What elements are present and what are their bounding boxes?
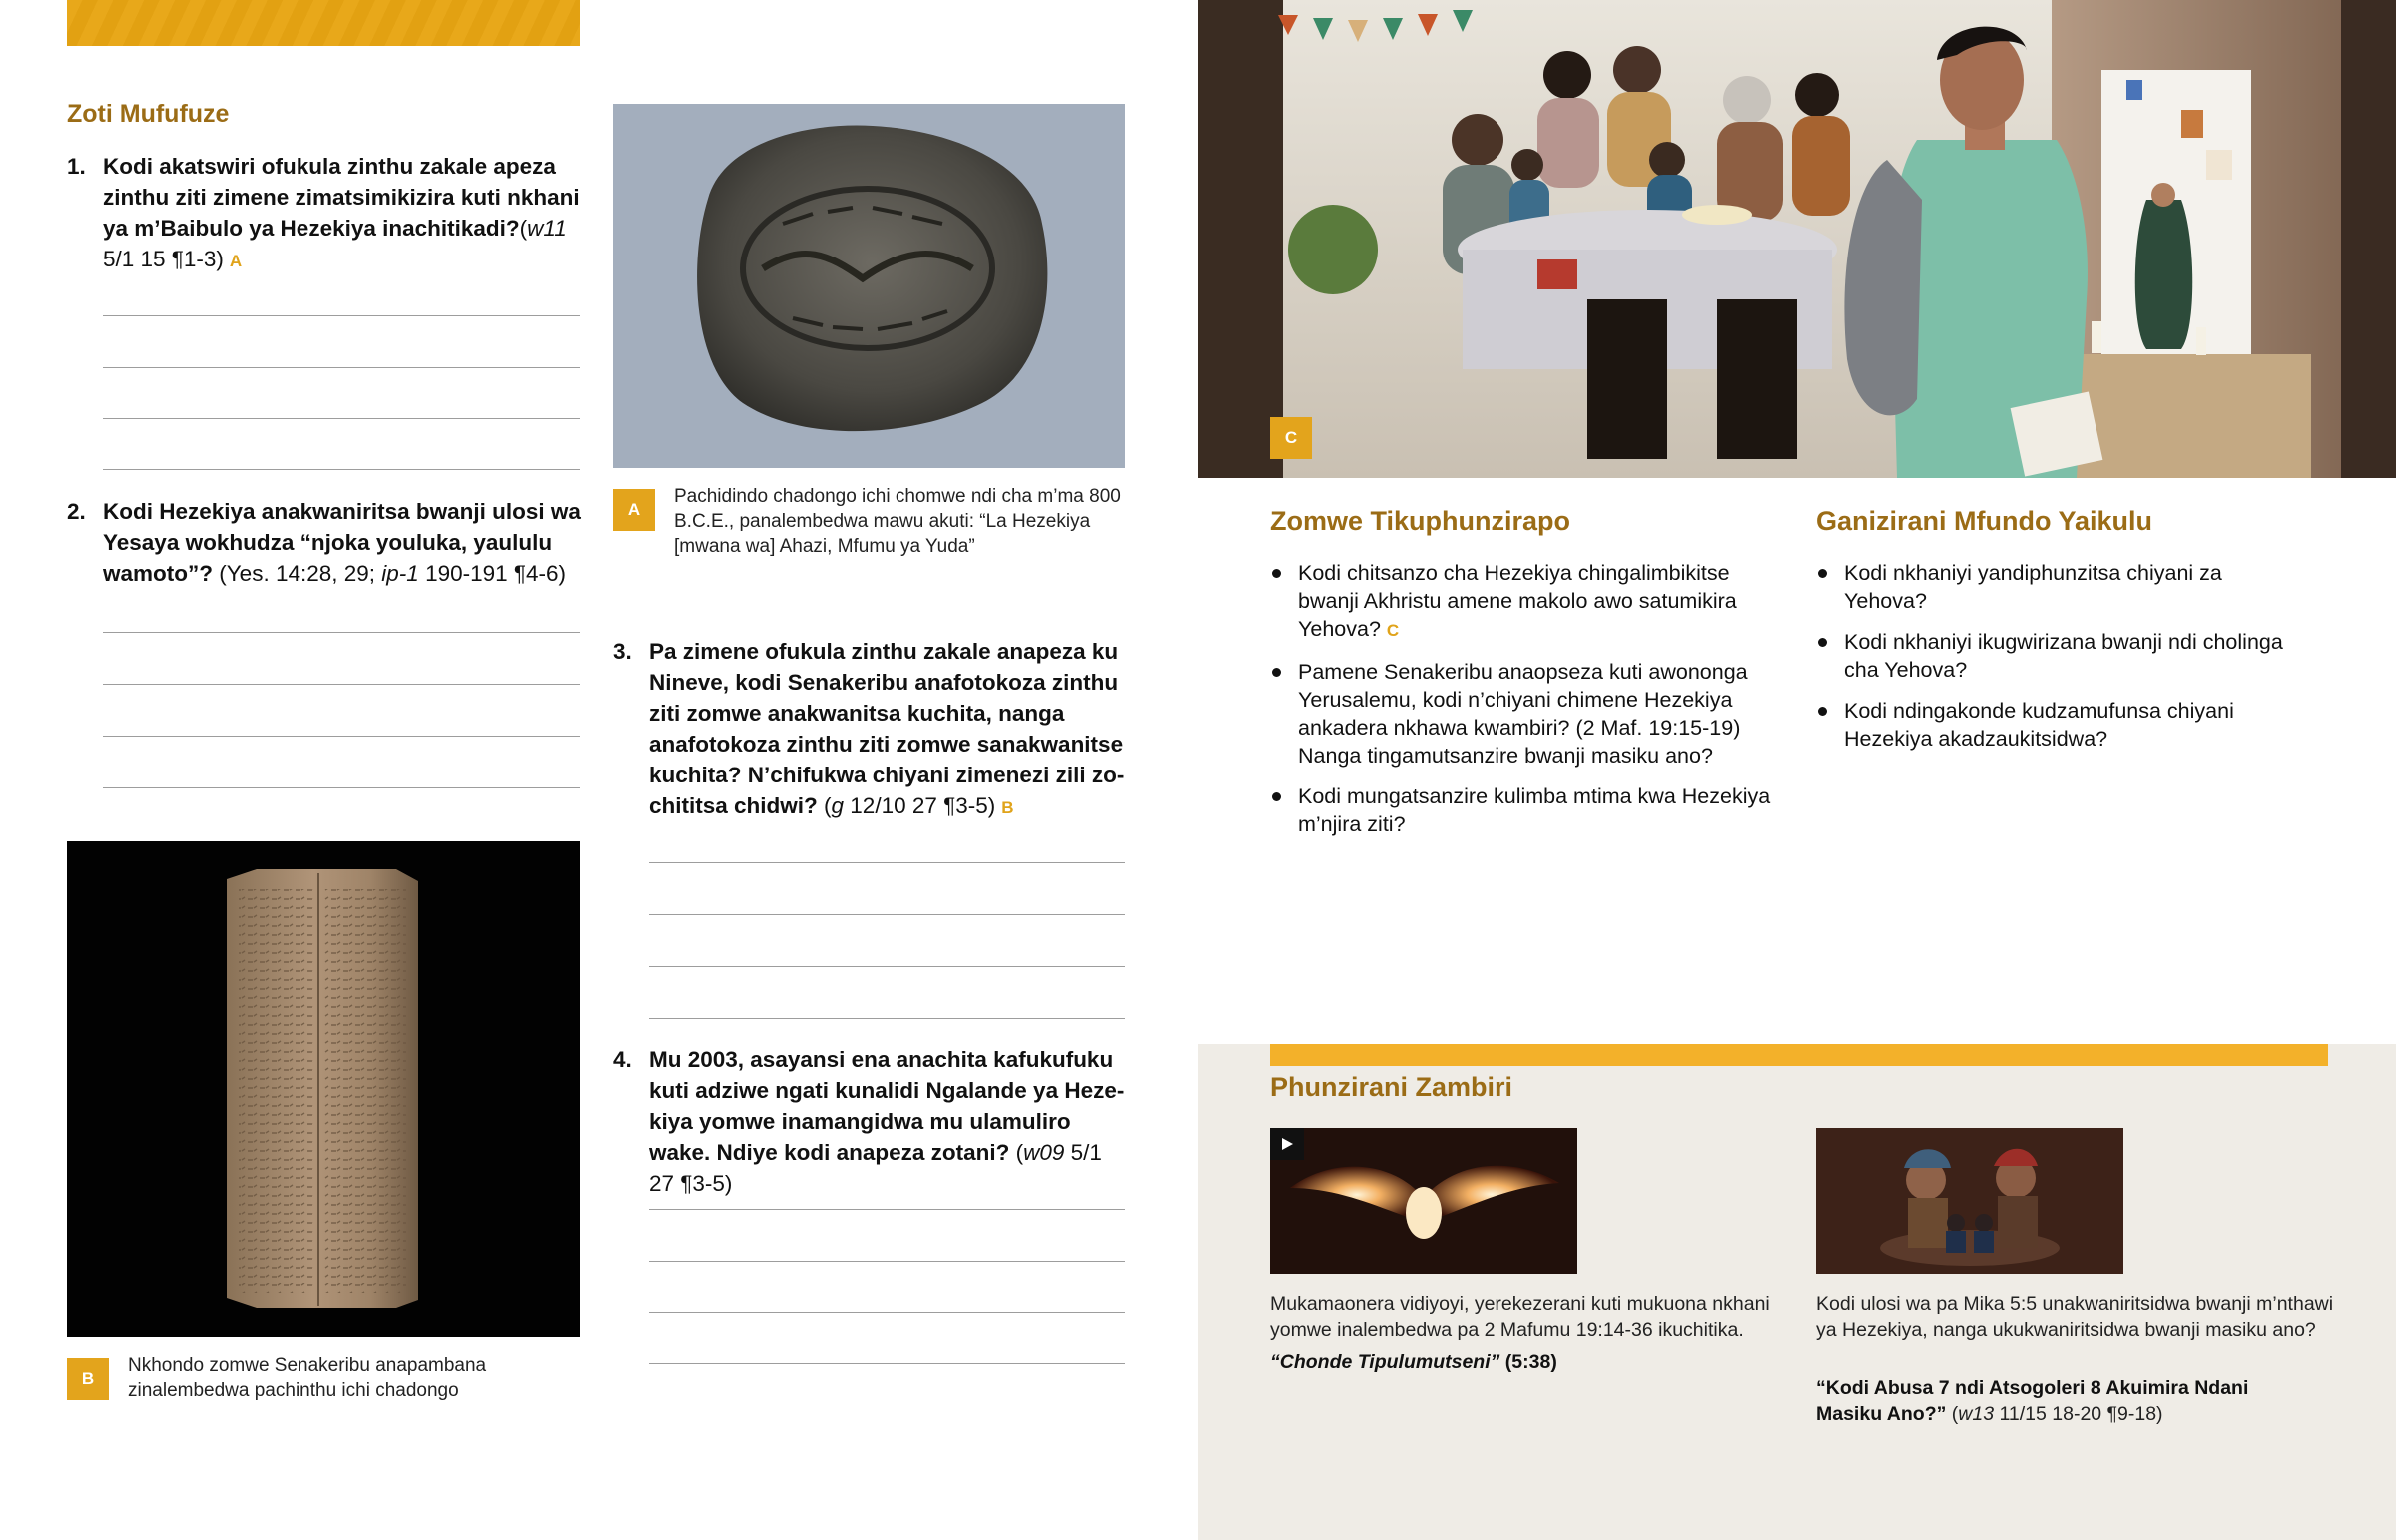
clay-prism-photo xyxy=(67,841,580,1337)
video-title[interactable]: “Chonde Tipulumutseni” xyxy=(1270,1351,1500,1373)
question-3 xyxy=(613,636,1132,825)
answer-line xyxy=(649,1209,1125,1210)
question-1 xyxy=(67,151,586,280)
answer-line xyxy=(103,787,580,788)
learn-more-accent-bar xyxy=(1270,1044,2328,1066)
section-title-phunzirani-zambiri: Phunzirani Zambiri xyxy=(1270,1072,1513,1102)
answer-line xyxy=(103,684,580,685)
list-item: Kodi nkhaniyi yandiphunzitsa chiyani za Yehova? xyxy=(1816,559,2285,615)
answer-line xyxy=(103,632,580,633)
question-text: Kodi Hezekiya anakwaniritsa bwanji ulosi wa Yesaya wokhudza “njoka youluka, yaululu wamoto”? xyxy=(103,499,581,586)
reflection-list xyxy=(1816,559,2285,766)
question-number: 4. xyxy=(613,1047,632,1072)
answer-line xyxy=(103,367,580,368)
figure-tag-b: B xyxy=(67,1358,109,1400)
question-text: Pa zimene ofukula zinthu zakale anapeza ku Nineve, kodi Senakeribu anafotokoza zinthu ziti zomwe anakwanitsa kuchita, nanga anafotokoza zinthu ziti zomwe sanakwanitse kuchita? N’chifukwa chiyani zimenezi zili zochititsa chidwi? xyxy=(649,639,1125,818)
video-thumbnail-angel[interactable] xyxy=(1270,1128,1577,1274)
figure-ref-letter: C xyxy=(1386,621,1400,640)
question-reference: (w11 5/1 15 ¶1-3) xyxy=(103,216,567,271)
play-icon xyxy=(1280,1137,1294,1151)
article-thumbnail-shepherds[interactable] xyxy=(1816,1128,2123,1274)
clay-seal-photo xyxy=(613,104,1125,468)
video-2-title-line: “Kodi Abusa 7 ndi Atsogoleri 8 Akuimira Ndani Masiku Ano?” (w13 11/15 18-20 ¶9-18) xyxy=(1816,1377,2249,1425)
question-reference: (w09 5/1 27 ¶3-5) xyxy=(649,1140,1102,1196)
list-item: Kodi mungatsanzire kulimba mtima kwa Hezekiya m’njira ziti? xyxy=(1270,782,1774,838)
answer-line xyxy=(649,1018,1125,1019)
answer-line xyxy=(649,1312,1125,1313)
question-reference: (Yes. 14:28, 29; ip-1 190-191 ¶4-6) xyxy=(213,561,567,586)
question-text: Mu 2003, asayansi ena anachita kafukufuku kuti adziwe ngati kunalidi Ngalande ya Hezekiya yomwe inamangidwa mu ulamuliro wake. Ndiye kodi anapeza zotani? xyxy=(649,1047,1125,1165)
question-text: Kodi akatswiri ofukula zinthu zakale apeza zinthu ziti zimene zimatsimikizira kuti nkhani ya m’Baibulo ya Hezekiya inachitikadi? xyxy=(103,154,580,241)
answer-line xyxy=(103,736,580,737)
video-1-caption: Mukamaonera vidiyoyi, yerekezerani kuti mukuona nkhani yomwe inalembedwa pa 2 Mafumu 19:14-36 ikuchitika. xyxy=(1270,1293,1770,1341)
caption-b: Nkhondo zomwe Senakeribu anapambana zinalembedwa pachinthu ichi chadongo xyxy=(128,1355,487,1401)
section-title-zoti-mufufuze: Zoti Mufufuze xyxy=(67,100,230,128)
question-4 xyxy=(613,1044,1132,1196)
question-number: 3. xyxy=(613,639,632,664)
question-2 xyxy=(67,496,586,596)
list-item: Kodi chitsanzo cha Hezekiya chingalimbikitse bwanji Akhristu amene makolo awo satumikira Yehova? C xyxy=(1270,559,1774,645)
answer-line xyxy=(649,1261,1125,1262)
decorative-top-band xyxy=(67,0,580,46)
question-number: 2. xyxy=(67,499,86,524)
video-duration: (5:38) xyxy=(1499,1351,1557,1373)
answer-line xyxy=(103,469,580,470)
question-number: 1. xyxy=(67,154,86,179)
figure-ref-letter: B xyxy=(1001,798,1014,817)
answer-line xyxy=(649,1363,1125,1364)
answer-line xyxy=(649,914,1125,915)
play-button[interactable] xyxy=(1270,1128,1304,1160)
answer-line xyxy=(649,862,1125,863)
section-title-ganizirani-mfundo-yaikulu: Ganizirani Mfundo Yaikulu xyxy=(1816,506,2153,536)
list-item: Pamene Senakeribu anaopseza kuti awononga Yerusalemu, kodi n’chiyani chimene Hezekiya ankadera nkhawa kwambiri? (2 Maf. 19:15-19) Nanga tingamutsanzire bwanji masiku ano? xyxy=(1270,658,1774,770)
answer-line xyxy=(649,966,1125,967)
family-celebration-photo xyxy=(1198,0,2396,478)
lessons-list xyxy=(1270,559,1774,851)
figure-tag-a: A xyxy=(613,489,655,531)
figure-ref-letter: A xyxy=(229,252,243,270)
video-2-caption: Kodi ulosi wa pa Mika 5:5 unakwaniritsidwa bwanji m’nthawi ya Hezekiya, nanga ukukwaniritsidwa bwanji masiku ano? xyxy=(1816,1293,2334,1341)
video-1-title-line xyxy=(1270,1349,1789,1375)
list-item: Kodi nkhaniyi ikugwirizana bwanji ndi cholinga cha Yehova? xyxy=(1816,628,2285,684)
article-title[interactable]: “Kodi Abusa 7 ndi Atsogoleri 8 Akuimira Ndani Masiku Ano?” xyxy=(1816,1377,2249,1425)
answer-line xyxy=(103,315,580,316)
list-item: Kodi ndingakonde kudzamufunsa chiyani Hezekiya akadzaukitsidwa? xyxy=(1816,697,2285,753)
caption-a: Pachidindo chadongo ichi chomwe ndi cha m’ma 800 B.C.E., panalembedwa mawu akuti: “La Hezekiya [mwana wa] Ahazi, Mfumu ya Yuda” xyxy=(674,486,1121,557)
figure-tag-c: C xyxy=(1270,417,1312,459)
question-reference: (g 12/10 27 ¶3-5) xyxy=(817,793,996,818)
section-title-zomwe-tikuphunzirapo: Zomwe Tikuphunzirapo xyxy=(1270,506,1571,536)
answer-line xyxy=(103,418,580,419)
